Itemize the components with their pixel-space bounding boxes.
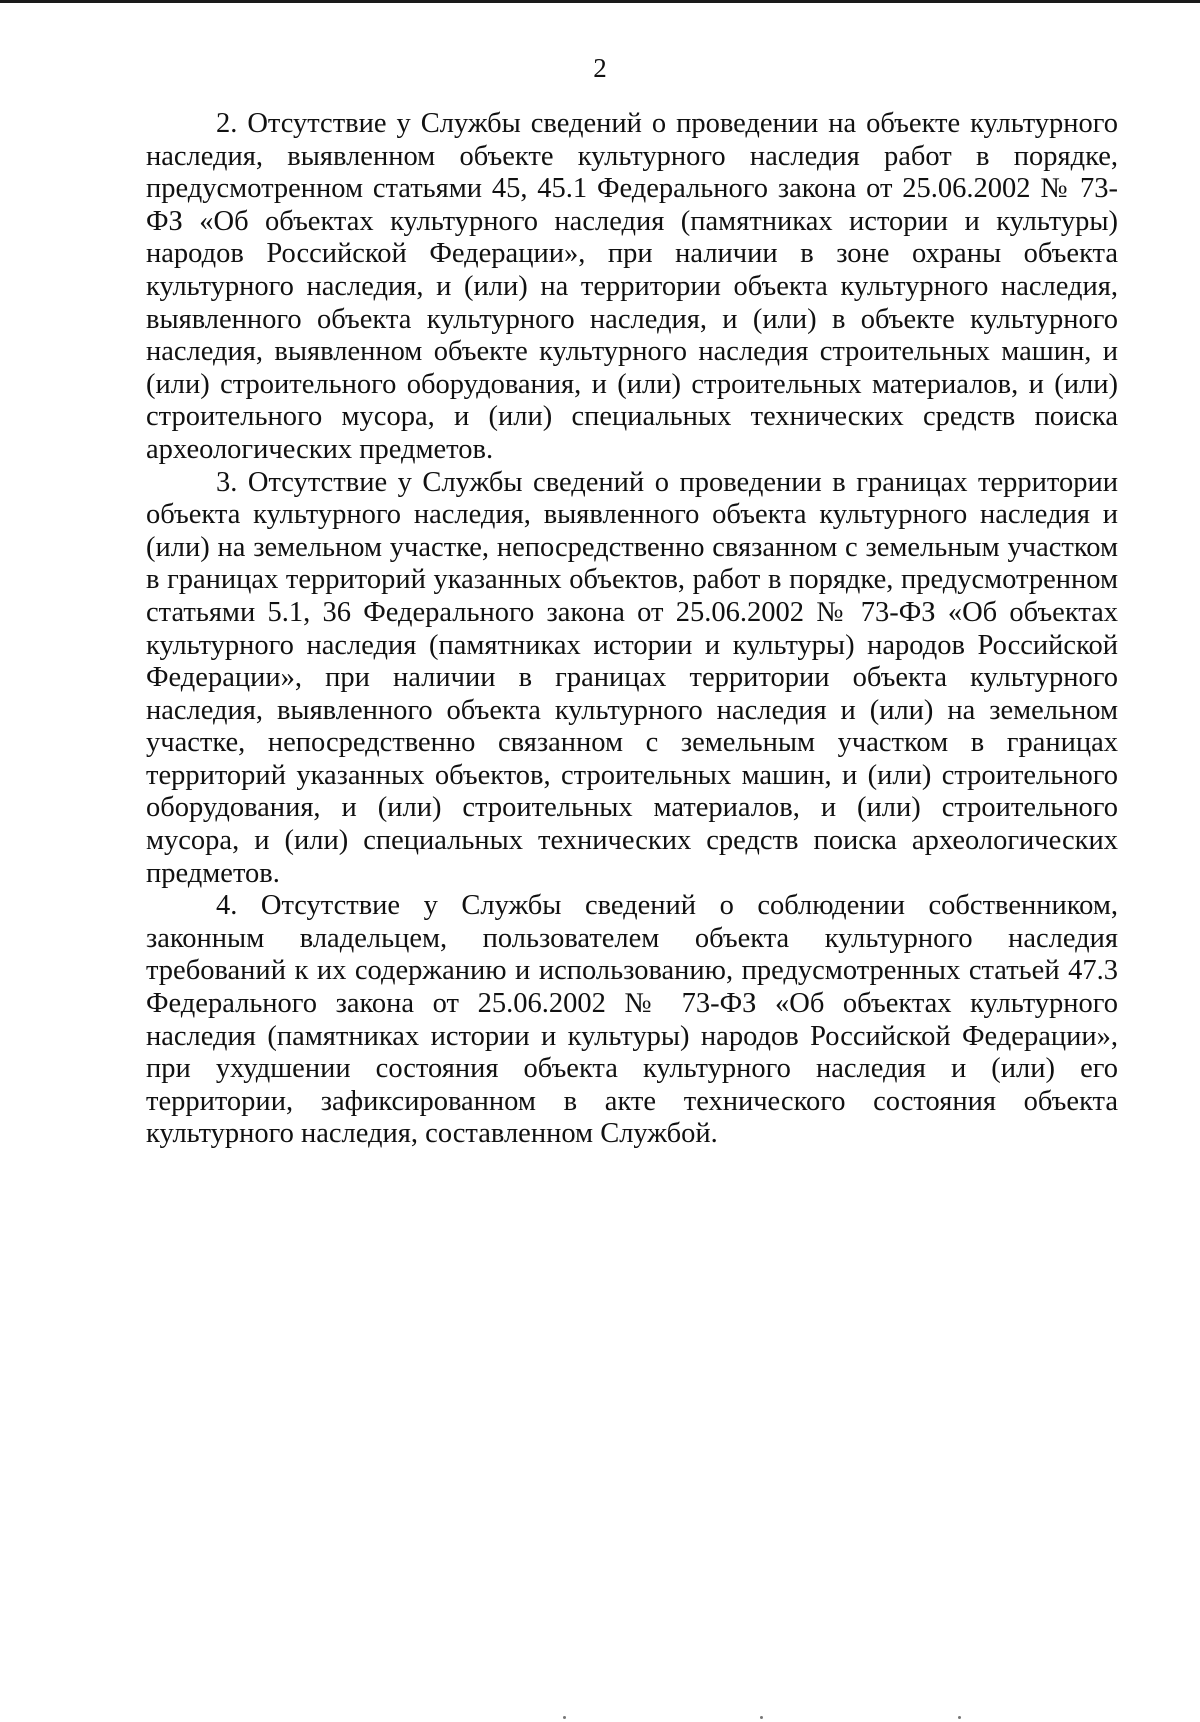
paragraph-item-2: 2. Отсутствие у Службы сведений о проведении на объекте культурного наследия, выявленном объекте культурного наследия работ в порядке, предусмотренном статьями 45, 45.1 Федерального закона от 25.06.2002 № 73-ФЗ «Об объектах культурного наследия (памятниках истории и культуры) народов Российской Федерации», при наличии в зоне охраны объекта культурного наследия, и (или) на территории объекта культурного наследия, выявленного объекта культурного наследия, и (или) в объекте культурного наследия, выявленном объекте культурного наследия строительных машин, и (или) строительного оборудования, и (или) строительных материалов, и (или) строительного мусора, и (или) специальных технических средств поиска археологических предметов. [146,108,1118,465]
page-number: 2 [593,53,607,83]
document-body [146,108,1118,1151]
scan-top-edge [0,0,1200,3]
scan-speck [563,1716,566,1719]
paragraph-item-3: 3. Отсутствие у Службы сведений о проведении в границах территории объекта культурного наследия, выявленного объекта культурного наследия и (или) на земельном участке, непосредственно связанном с земельным участком в границах территорий указанных объектов, работ в порядке, предусмотренном статьями 5.1, 36 Федерального закона от 25.06.2002 № 73-ФЗ «Об объектах культурного наследия (памятниках истории и культуры) народов Российской Федерации», при наличии в границах территории объекта культурного наследия, выявленного объекта культурного наследия и (или) на земельном участке, непосредственно связанном с земельным участком в границах территорий указанных объектов, строительных машин, и (или) строительного оборудования, и (или) строительных материалов, и (или) строительного мусора, и (или) специальных технических средств поиска археологических предметов. [146,466,1118,889]
paragraph-item-4: 4. Отсутствие у Службы сведений о соблюдении собственником, законным владельцем, пользователем объекта культурного наследия требований к их содержанию и использованию, предусмотренных статьей 47.3 Федерального закона от 25.06.2002 № 73-ФЗ «Об объектах культурного наследия (памятниках истории и культуры) народов Российской Федерации», при ухудшении состояния объекта культурного наследия и (или) его территории, зафиксированном в акте технического состояния объекта культурного наследия, составленном Службой. [146,890,1118,1150]
scan-speck [958,1716,961,1719]
scan-speck [760,1716,763,1719]
